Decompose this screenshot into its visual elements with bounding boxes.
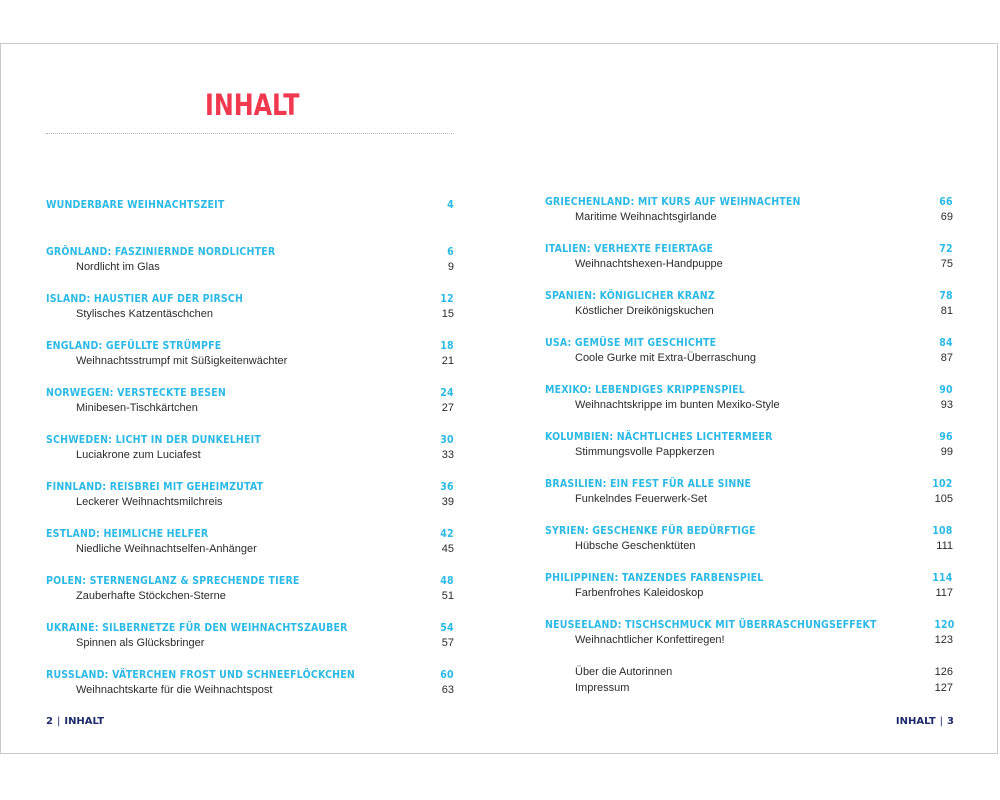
subentry-title: Farbenfrohes Kaleidoskop xyxy=(575,587,704,599)
toc-chapter-heading[interactable] xyxy=(545,242,953,257)
toc-extra-entry[interactable] xyxy=(545,681,953,697)
subentry-title: Leckerer Weihnachtsmilchreis xyxy=(76,496,223,508)
subentry-page-number: 15 xyxy=(441,308,454,320)
subentry-title: Köstlicher Dreikönigskuchen xyxy=(575,305,714,317)
toc-entry xyxy=(545,524,953,571)
chapter-page-number: 78 xyxy=(939,289,953,302)
chapter-title: NORWEGEN: VERSTECKTE BESEN xyxy=(46,386,226,399)
toc-chapter-heading[interactable] xyxy=(545,289,953,304)
toc-chapter-heading[interactable] xyxy=(46,433,454,448)
toc-entry xyxy=(46,245,454,292)
page-title: INHALT xyxy=(205,88,300,122)
toc-chapter-heading[interactable] xyxy=(46,386,454,401)
subentry-title: Zauberhafte Stöckchen-Sterne xyxy=(76,590,226,602)
subentry-title: Weihnachtskarte für die Weihnachtspost xyxy=(76,684,273,696)
toc-entry xyxy=(46,527,454,574)
chapter-title: ENGLAND: GEFÜLLTE STRÜMPFE xyxy=(46,339,222,352)
subentry-title: Funkelndes Feuerwerk-Set xyxy=(575,493,708,505)
toc-right-column xyxy=(545,195,953,697)
chapter-title: SCHWEDEN: LICHT IN DER DUNKELHEIT xyxy=(46,433,261,446)
subentry-title: Stylisches Katzentäschchen xyxy=(76,308,213,320)
toc-entry xyxy=(46,574,454,621)
toc-subentry[interactable] xyxy=(46,260,454,277)
toc-chapter-heading[interactable] xyxy=(46,480,454,495)
toc-chapter-heading[interactable] xyxy=(46,339,454,354)
chapter-page-number: 102 xyxy=(932,477,953,490)
chapter-page-number: 54 xyxy=(440,621,454,634)
chapter-title: SPANIEN: KÖNIGLICHER KRANZ xyxy=(545,289,715,302)
toc-subentry[interactable] xyxy=(46,448,454,465)
toc-subentry[interactable] xyxy=(545,539,953,556)
subentry-page-number: 51 xyxy=(441,590,454,602)
extra-page-number: 126 xyxy=(934,666,953,678)
subentry-page-number: 57 xyxy=(441,637,454,649)
toc-entry xyxy=(46,433,454,480)
toc-chapter-heading[interactable] xyxy=(545,618,953,633)
toc-entry xyxy=(545,383,953,430)
toc-subentry[interactable] xyxy=(545,492,953,509)
chapter-title: ISLAND: HAUSTIER AUF DER PIRSCH xyxy=(46,292,244,305)
toc-subentry[interactable] xyxy=(545,633,953,650)
subentry-title: Hübsche Geschenktüten xyxy=(575,540,696,552)
toc-entry xyxy=(46,386,454,433)
subentry-page-number: 117 xyxy=(935,587,953,599)
toc-chapter-heading[interactable] xyxy=(46,527,454,542)
chapter-page-number: 6 xyxy=(447,245,454,258)
chapter-page-number: 24 xyxy=(440,386,454,399)
title-divider xyxy=(46,133,454,134)
extra-title: Über die Autorinnen xyxy=(575,666,673,678)
chapter-page-number: 36 xyxy=(440,480,454,493)
chapter-title: USA: GEMÜSE MIT GESCHICHTE xyxy=(545,336,717,349)
subentry-page-number: 9 xyxy=(447,261,454,273)
toc-entry xyxy=(545,477,953,524)
toc-chapter-heading[interactable] xyxy=(46,198,454,213)
subentry-page-number: 111 xyxy=(936,540,953,552)
toc-subentry[interactable] xyxy=(545,398,953,415)
chapter-page-number: 114 xyxy=(932,571,953,584)
toc-entry xyxy=(545,289,953,336)
toc-extras xyxy=(545,665,953,697)
subentry-title: Spinnen als Glücksbringer xyxy=(76,637,205,649)
toc-subentry[interactable] xyxy=(545,257,953,274)
toc-subentry[interactable] xyxy=(46,683,454,700)
chapter-page-number: 18 xyxy=(440,339,454,352)
subentry-page-number: 33 xyxy=(441,449,454,461)
subentry-page-number: 105 xyxy=(934,493,953,505)
toc-subentry[interactable] xyxy=(46,307,454,324)
extra-page-number: 127 xyxy=(934,682,953,694)
chapter-page-number: 84 xyxy=(939,336,953,349)
chapter-page-number: 66 xyxy=(939,195,953,208)
chapter-page-number: 60 xyxy=(440,668,454,681)
footer-left-separator: | xyxy=(56,716,61,727)
toc-subentry[interactable] xyxy=(545,304,953,321)
toc-entry xyxy=(46,339,454,386)
chapter-page-number: 42 xyxy=(440,527,454,540)
chapter-title: KOLUMBIEN: NÄCHTLICHES LICHTERMEER xyxy=(545,430,773,443)
subentry-page-number: 99 xyxy=(940,446,953,458)
chapter-title: ESTLAND: HEIMLICHE HELFER xyxy=(46,527,209,540)
footer-left-label: INHALT xyxy=(64,716,105,727)
toc-subentry[interactable] xyxy=(46,589,454,606)
toc-entry xyxy=(46,668,454,715)
subentry-page-number: 27 xyxy=(441,402,454,414)
toc-chapter-heading[interactable] xyxy=(46,574,454,589)
footer-right-label: INHALT xyxy=(895,716,936,727)
subentry-page-number: 69 xyxy=(940,211,953,223)
subentry-page-number: 93 xyxy=(940,399,953,411)
footer-left-page-number: 2 xyxy=(46,716,53,727)
toc-subentry[interactable] xyxy=(46,354,454,371)
subentry-title: Weihnachtlicher Konfettiregen! xyxy=(575,634,725,646)
toc-subentry[interactable] xyxy=(545,445,953,462)
toc-chapter-heading[interactable] xyxy=(545,477,953,492)
subentry-title: Stimmungsvolle Pappkerzen xyxy=(575,446,715,458)
subentry-page-number: 123 xyxy=(934,634,953,646)
extra-title: Impressum xyxy=(575,682,630,694)
chapter-page-number: 12 xyxy=(440,292,454,305)
toc-entry xyxy=(545,336,953,383)
toc-subentry[interactable] xyxy=(545,351,953,368)
toc-entry xyxy=(46,198,454,245)
subentry-title: Nordlicht im Glas xyxy=(76,261,160,273)
subentry-title: Minibesen-Tischkärtchen xyxy=(76,402,198,414)
toc-chapter-heading[interactable] xyxy=(545,195,953,210)
chapter-title: SYRIEN: GESCHENKE FÜR BEDÜRFTIGE xyxy=(545,524,756,537)
chapter-title: GRÖNLAND: FASZINIERNDE NORDLICHTER xyxy=(46,245,276,258)
subentry-page-number: 39 xyxy=(441,496,454,508)
toc-chapter-heading[interactable] xyxy=(46,621,454,636)
chapter-page-number: 120 xyxy=(933,618,955,631)
chapter-title: WUNDERBARE WEIHNACHTSZEIT xyxy=(46,198,225,211)
subentry-title: Luciakrone zum Luciafest xyxy=(76,449,201,461)
subentry-page-number: 45 xyxy=(441,543,454,555)
toc-subentry[interactable] xyxy=(545,586,953,603)
chapter-page-number: 30 xyxy=(440,433,454,446)
chapter-page-number: 48 xyxy=(440,574,454,587)
subentry-title: Weihnachtsstrumpf mit Süßigkeitenwächter xyxy=(76,355,288,367)
chapter-title: GRIECHENLAND: MIT KURS AUF WEIHNACHTEN xyxy=(545,195,801,208)
footer-right xyxy=(896,716,954,727)
chapter-page-number: 96 xyxy=(939,430,953,443)
toc-chapter-heading[interactable] xyxy=(46,245,454,260)
subentry-page-number: 87 xyxy=(940,352,953,364)
toc-entry xyxy=(545,195,953,242)
toc-subentry[interactable] xyxy=(46,401,454,418)
toc-subentry[interactable] xyxy=(545,210,953,227)
toc-entry xyxy=(46,480,454,527)
toc-entry xyxy=(46,621,454,668)
toc-chapter-heading[interactable] xyxy=(545,430,953,445)
subentry-title: Weihnachtskrippe im bunten Mexiko-Style xyxy=(575,399,780,411)
toc-chapter-heading[interactable] xyxy=(545,524,953,539)
chapter-page-number: 72 xyxy=(939,242,953,255)
toc-subentry[interactable] xyxy=(46,542,454,559)
toc-entry xyxy=(545,618,953,665)
toc-entry xyxy=(46,292,454,339)
subentry-page-number: 81 xyxy=(940,305,953,317)
chapter-title: FINNLAND: REISBREI MIT GEHEIMZUTAT xyxy=(46,480,264,493)
chapter-page-number: 4 xyxy=(447,198,454,211)
chapter-page-number: 90 xyxy=(939,383,953,396)
footer-right-page-number: 3 xyxy=(947,716,954,727)
footer-left xyxy=(46,716,104,727)
toc-chapter-heading[interactable] xyxy=(46,292,454,307)
toc-chapter-heading[interactable] xyxy=(545,571,953,586)
chapter-title: ITALIEN: VERHEXTE FEIERTAGE xyxy=(545,242,714,255)
toc-left-column xyxy=(46,198,454,715)
subentry-page-number: 75 xyxy=(940,258,953,270)
footer-right-separator: | xyxy=(939,716,944,727)
toc-entry xyxy=(545,571,953,618)
subentry-page-number: 21 xyxy=(441,355,454,367)
chapter-title: NEUSEELAND: TISCHSCHMUCK MIT ÜBERRASCHUNGSEFFEKT xyxy=(545,618,877,631)
toc-subentry[interactable] xyxy=(46,495,454,512)
subentry-title: Maritime Weihnachtsgirlande xyxy=(575,211,717,223)
chapter-title: BRASILIEN: EIN FEST FÜR ALLE SINNE xyxy=(545,477,752,490)
chapter-title: RUSSLAND: VÄTERCHEN FROST UND SCHNEEFLÖCKCHEN xyxy=(46,668,355,681)
toc-chapter-heading[interactable] xyxy=(545,336,953,351)
chapter-title: MEXIKO: LEBENDIGES KRIPPENSPIEL xyxy=(545,383,745,396)
subentry-title: Weihnachtshexen-Handpuppe xyxy=(575,258,723,270)
toc-entry xyxy=(545,430,953,477)
toc-chapter-heading[interactable] xyxy=(545,383,953,398)
toc-entry xyxy=(545,242,953,289)
subentry-title: Niedliche Weihnachtselfen-Anhänger xyxy=(76,543,257,555)
chapter-title: POLEN: STERNENGLANZ & SPRECHENDE TIERE xyxy=(46,574,300,587)
chapter-title: PHILIPPINEN: TANZENDES FARBENSPIEL xyxy=(545,571,764,584)
chapter-page-number: 108 xyxy=(932,524,953,537)
toc-chapter-heading[interactable] xyxy=(46,668,454,683)
toc-subentry[interactable] xyxy=(46,636,454,653)
subentry-page-number: 63 xyxy=(441,684,454,696)
subentry-title: Coole Gurke mit Extra-Überraschung xyxy=(575,352,756,364)
toc-extra-entry[interactable] xyxy=(545,665,953,681)
chapter-title: UKRAINE: SILBERNETZE FÜR DEN WEIHNACHTSZAUBER xyxy=(46,621,348,634)
